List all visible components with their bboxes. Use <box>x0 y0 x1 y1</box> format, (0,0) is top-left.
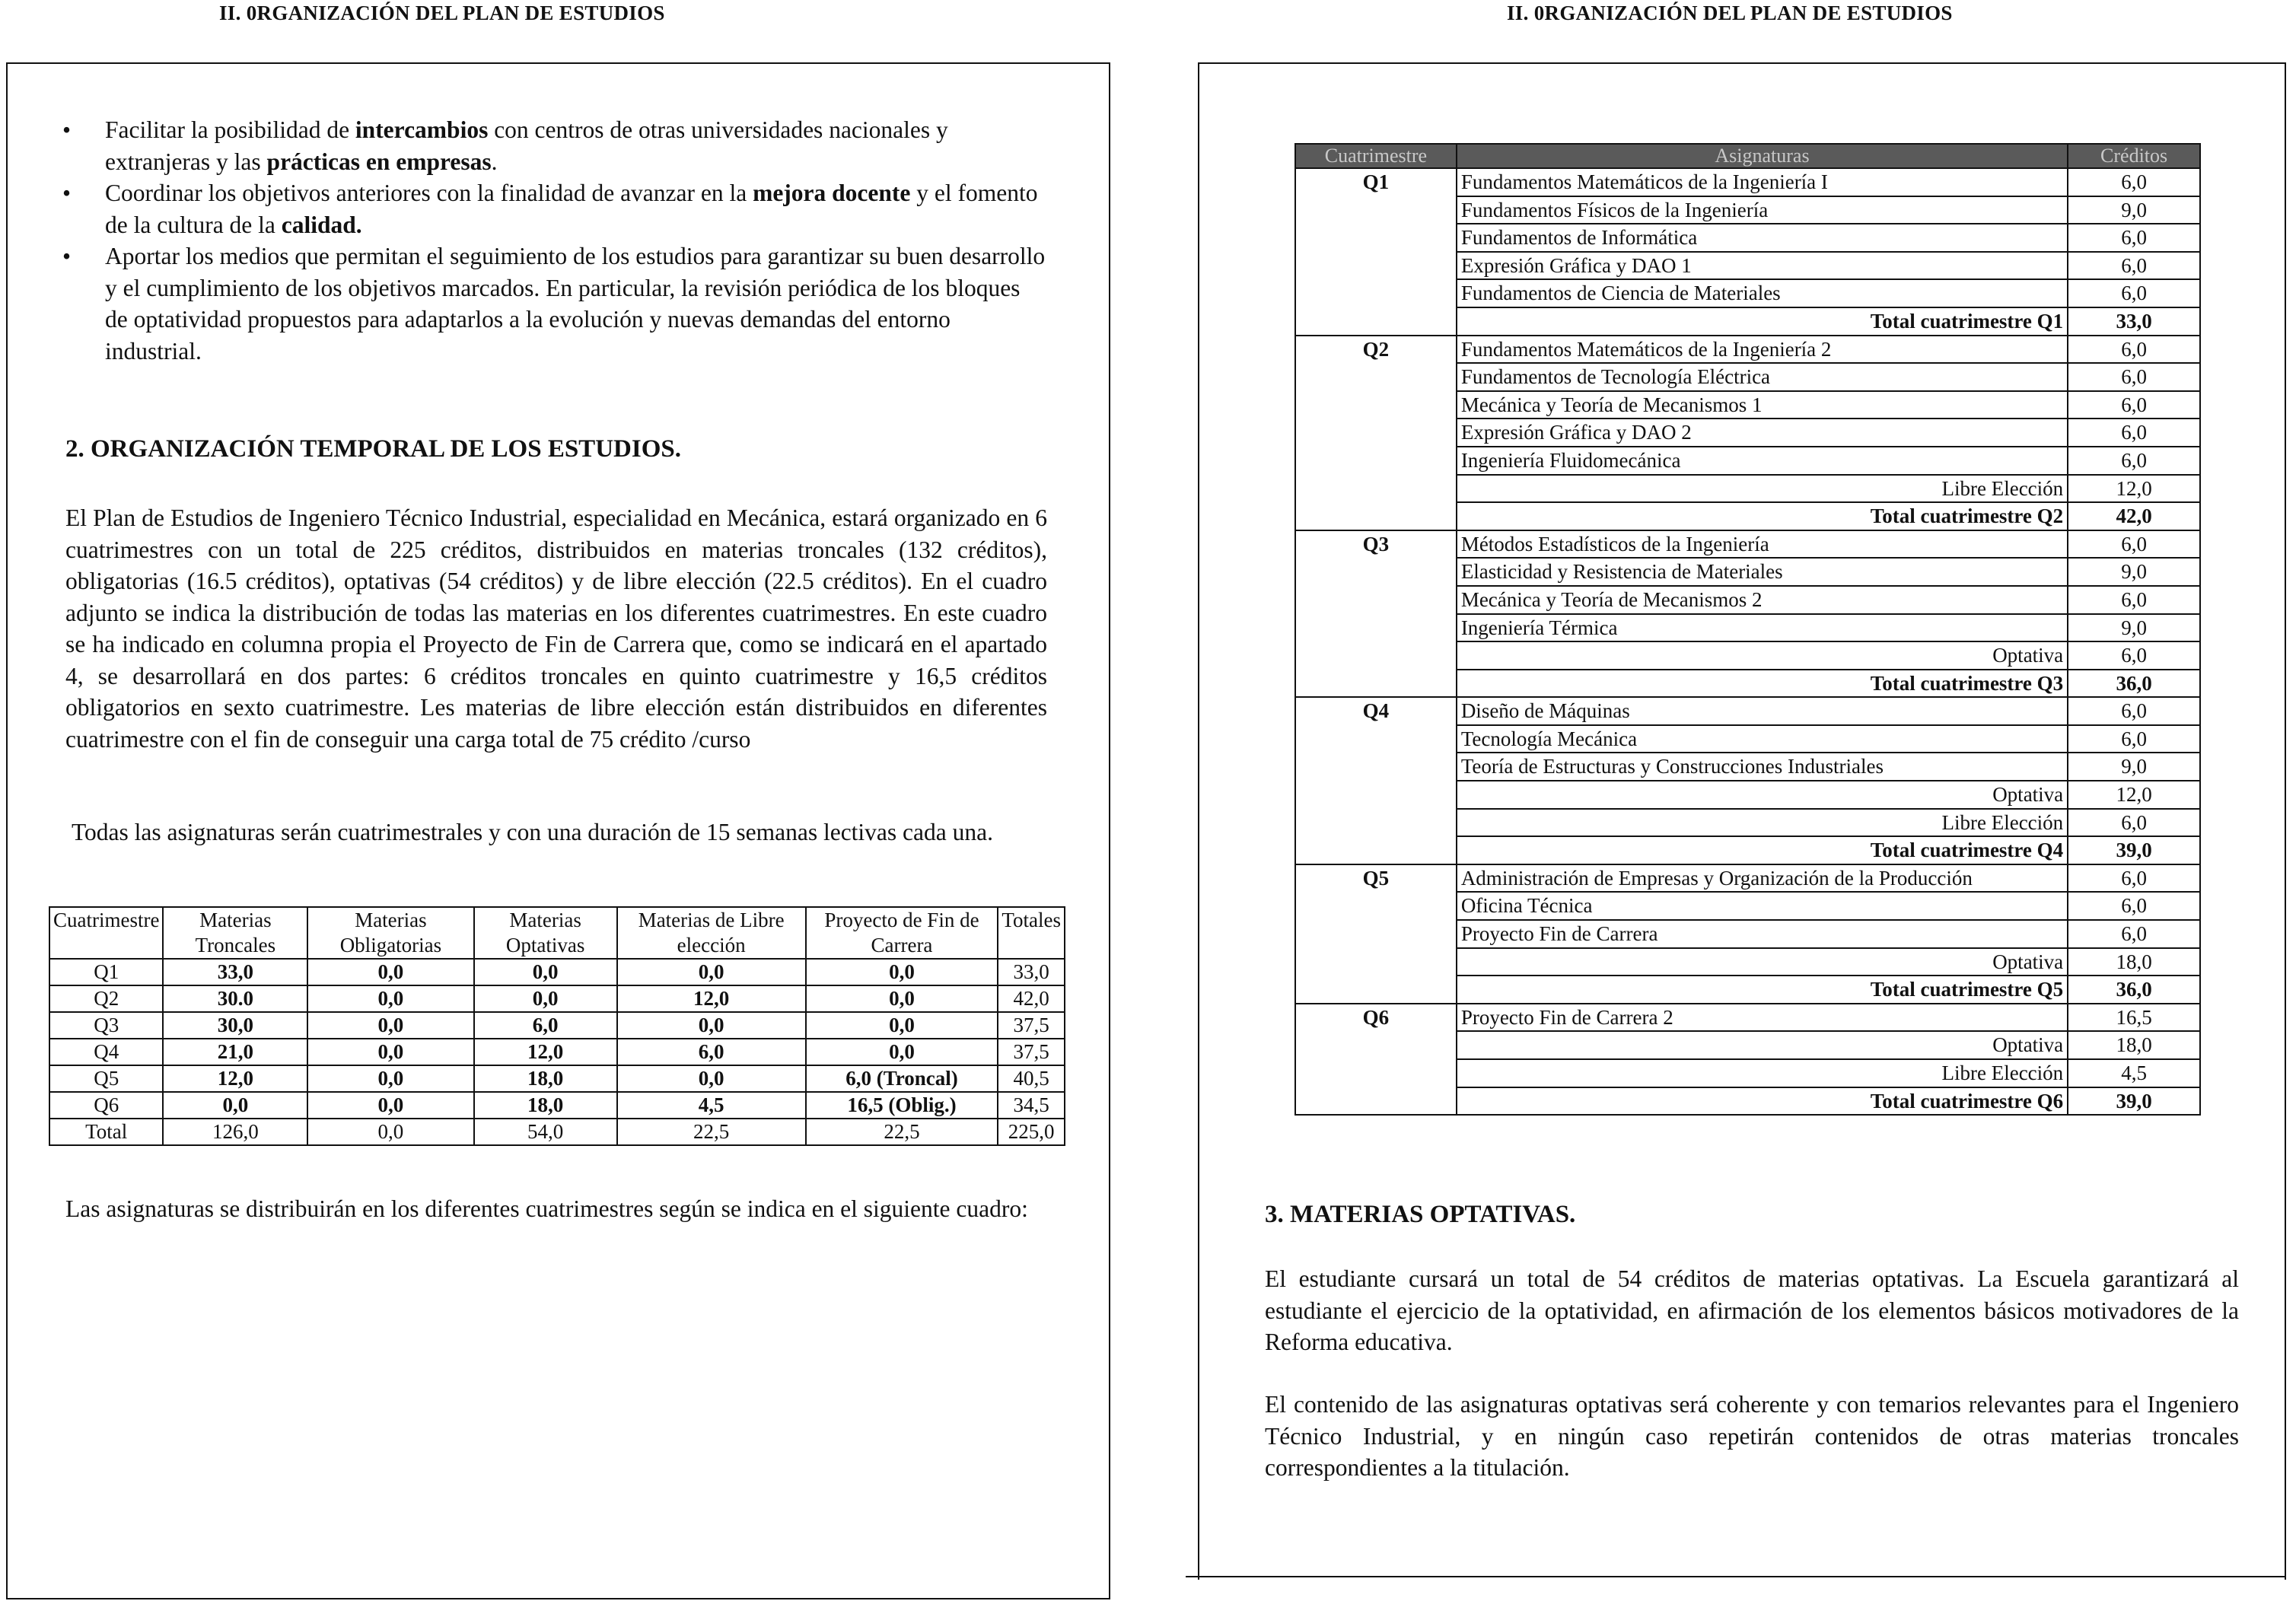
course-credits: 18,0 <box>2068 948 2200 976</box>
term-total-label: Total cuatrimestre Q6 <box>1457 1087 2068 1116</box>
summary-cell: Q6 <box>49 1092 163 1119</box>
summary-header-cell: Proyecto de Fin de Carrera <box>806 907 998 959</box>
course-credits: 12,0 <box>2068 781 2200 809</box>
objective-bullet <box>56 240 1046 367</box>
section-2-title: 2. ORGANIZACIÓN TEMPORAL DE LOS ESTUDIOS. <box>65 435 681 463</box>
course-name: Ingeniería Térmica <box>1457 614 2068 642</box>
summary-cell: Q5 <box>49 1065 163 1092</box>
summary-cell: 0,0 <box>307 1039 473 1065</box>
summary-cell: Q4 <box>49 1039 163 1065</box>
right-page-bottom-rule <box>1186 1576 2286 1577</box>
summary-header-cell: Materias Troncales <box>163 907 307 959</box>
course-name: Libre Elección <box>1457 809 2068 837</box>
section-2-paragraph-3: Las asignaturas se distribuirán en los diferentes cuatrimestres según se indica en el siguiente cuadro: <box>65 1195 1028 1222</box>
course-credits: 6,0 <box>2068 391 2200 419</box>
summary-cell: Q2 <box>49 985 163 1012</box>
summary-header-cell: Cuatrimestre <box>49 907 163 959</box>
summary-cell: 0,0 <box>163 1092 307 1119</box>
summary-cell: 12,0 <box>163 1065 307 1092</box>
term-total-label: Total cuatrimestre Q3 <box>1457 670 2068 698</box>
summary-total-cell: 225,0 <box>998 1119 1065 1145</box>
objective-bullet-text: Aportar los medios que permitan el seguimiento de los estudios para garantizar su buen desarrollo y el cumplimiento de los objetivos marcados. En particular, la revisión periódica de los bloques de optatividad propuestos para adaptarlos a la evolución y nuevas demandas del entorno industrial. <box>105 243 1046 364</box>
course-row <box>1295 864 2200 893</box>
summary-cell: 30.0 <box>163 985 307 1012</box>
term-label: Q5 <box>1295 864 1457 1004</box>
course-row <box>1295 1004 2200 1032</box>
course-credits: 6,0 <box>2068 725 2200 753</box>
objective-bullet-text: y el fomento de la cultura de la <box>105 180 1038 238</box>
summary-cell: 33,0 <box>163 959 307 985</box>
course-name: Mecánica y Teoría de Mecanismos 2 <box>1457 586 2068 614</box>
term-label: Q4 <box>1295 697 1457 864</box>
section-3-title: 3. MATERIAS OPTATIVAS. <box>1265 1201 1576 1228</box>
course-credits: 6,0 <box>2068 697 2200 725</box>
summary-total-cell: Total <box>49 1119 163 1145</box>
summary-table-row <box>49 959 1065 985</box>
course-name: Optativa <box>1457 641 2068 670</box>
course-credits: 6,0 <box>2068 920 2200 948</box>
course-name: Fundamentos Matemáticos de la Ingeniería I <box>1457 168 2068 196</box>
objective-bullet <box>56 177 1046 240</box>
course-name: Tecnología Mecánica <box>1457 725 2068 753</box>
summary-cell: 0,0 <box>307 985 473 1012</box>
summary-cell: 21,0 <box>163 1039 307 1065</box>
bullet-dot-icon: • <box>62 180 72 206</box>
section-3-paragraph-2: El contenido de las asignaturas optativas será coherente y con temarios relevantes para el Ingeniero Técnico Industrial, y en ningún caso repetirán contenidos de otras materias troncales correspondientes a la titulación. <box>1265 1391 2239 1481</box>
summary-cell: 0,0 <box>617 1065 806 1092</box>
course-name: Libre Elección <box>1457 1059 2068 1087</box>
credits-summary-table <box>49 906 1065 1146</box>
objective-bullet-emphasis: intercambios <box>355 116 489 143</box>
objective-bullet-text: Facilitar la posibilidad de <box>105 116 355 143</box>
summary-total-cell: 54,0 <box>474 1119 617 1145</box>
term-total-label: Total cuatrimestre Q4 <box>1457 836 2068 864</box>
summary-cell: 30,0 <box>163 1012 307 1039</box>
summary-cell: 6,0 <box>474 1012 617 1039</box>
course-credits: 6,0 <box>2068 279 2200 307</box>
term-total-label: Total cuatrimestre Q5 <box>1457 976 2068 1004</box>
term-label: Q1 <box>1295 168 1457 336</box>
objective-bullet-emphasis: prácticas en empresas <box>266 148 492 175</box>
course-credits: 18,0 <box>2068 1031 2200 1059</box>
section-2-paragraph-1: El Plan de Estudios de Ingeniero Técnico Industrial, especialidad en Mecánica, estará organizado en 6 cuatrimestres con un total de 225 créditos, distribuidos en materias troncales (132 créditos), obligatorias (16.5 créditos), optativas (54 créditos) y de libre elección (22.5 créditos). En el cuadro adjunto se indica la distribución de todas las materias en los diferentes cuatrimestres. En este cuadro se ha indicado en columna propia el Proyecto de Fin de Carrera que, como se indicará en el apartado 4, se desarrollará en dos partes: 6 créditos troncales en quinto cuatrimestre y 16,5 créditos obligatorios en sexto cuatrimestre. Les materias de libre elección están distribuidos en diferentes cuatrimestre con el fin de conseguir una carga total de 75 crédito /curso <box>65 504 1047 753</box>
summary-cell: 16,5 (Oblig.) <box>806 1092 998 1119</box>
course-credits: 6,0 <box>2068 363 2200 391</box>
objective-bullet <box>56 114 1046 177</box>
course-name: Optativa <box>1457 781 2068 809</box>
course-header-cell: Asignaturas <box>1457 144 2068 168</box>
course-name: Optativa <box>1457 1031 2068 1059</box>
summary-table-row <box>49 985 1065 1012</box>
summary-cell: 34,5 <box>998 1092 1065 1119</box>
summary-cell: 37,5 <box>998 1012 1065 1039</box>
bullet-dot-icon: • <box>62 243 72 269</box>
summary-cell: 0,0 <box>474 985 617 1012</box>
bullet-dot-icon: • <box>62 116 72 143</box>
term-label: Q6 <box>1295 1004 1457 1115</box>
objectives-list <box>56 114 1046 367</box>
summary-cell: Q3 <box>49 1012 163 1039</box>
summary-cell: 18,0 <box>474 1065 617 1092</box>
summary-cell: 4,5 <box>617 1092 806 1119</box>
course-credits: 39,0 <box>2068 1087 2200 1116</box>
course-name: Expresión Gráfica y DAO 1 <box>1457 252 2068 280</box>
summary-cell: 6,0 (Troncal) <box>806 1065 998 1092</box>
section-3-paragraph-1: El estudiante cursará un total de 54 créditos de materias optativas. La Escuela garantizará al estudiante el ejercicio de la optatividad, en afirmación de los elementos básicos motivadores de la Reforma educativa. <box>1265 1265 2239 1355</box>
summary-header-cell: Materias Obligatorias <box>307 907 473 959</box>
course-table-header-row <box>1295 144 2200 168</box>
course-name: Optativa <box>1457 948 2068 976</box>
course-credits: 36,0 <box>2068 670 2200 698</box>
course-credits: 6,0 <box>2068 447 2200 475</box>
summary-header-cell: Materias Optativas <box>474 907 617 959</box>
course-name: Mecánica y Teoría de Mecanismos 1 <box>1457 391 2068 419</box>
course-credits: 9,0 <box>2068 753 2200 781</box>
course-name: Teoría de Estructuras y Construcciones Industriales <box>1457 753 2068 781</box>
course-name: Ingeniería Fluidomecánica <box>1457 447 2068 475</box>
summary-table-row <box>49 1039 1065 1065</box>
course-credits: 6,0 <box>2068 892 2200 920</box>
course-row <box>1295 697 2200 725</box>
course-credits: 33,0 <box>2068 307 2200 336</box>
objective-bullet-emphasis: mejora docente <box>753 180 911 206</box>
objective-bullet-emphasis: calidad. <box>281 211 362 238</box>
course-name: Fundamentos de Ciencia de Materiales <box>1457 279 2068 307</box>
summary-cell: 0,0 <box>307 1065 473 1092</box>
summary-cell: 0,0 <box>617 1012 806 1039</box>
course-name: Fundamentos Matemáticos de la Ingeniería 2 <box>1457 336 2068 364</box>
term-total-label: Total cuatrimestre Q1 <box>1457 307 2068 336</box>
term-label: Q2 <box>1295 336 1457 530</box>
summary-total-cell: 126,0 <box>163 1119 307 1145</box>
course-credits: 6,0 <box>2068 224 2200 252</box>
course-name: Fundamentos de Informática <box>1457 224 2068 252</box>
course-credits: 36,0 <box>2068 976 2200 1004</box>
summary-table-header-row <box>49 907 1065 959</box>
course-name: Diseño de Máquinas <box>1457 697 2068 725</box>
summary-cell: 12,0 <box>617 985 806 1012</box>
course-credits: 6,0 <box>2068 336 2200 364</box>
summary-cell: 0,0 <box>806 959 998 985</box>
course-name: Proyecto Fin de Carrera 2 <box>1457 1004 2068 1032</box>
summary-cell: 0,0 <box>307 959 473 985</box>
courses-by-term-table <box>1294 143 2201 1116</box>
summary-cell: 33,0 <box>998 959 1065 985</box>
summary-total-cell: 0,0 <box>307 1119 473 1145</box>
course-credits: 9,0 <box>2068 196 2200 224</box>
course-credits: 6,0 <box>2068 586 2200 614</box>
summary-cell: 40,5 <box>998 1065 1065 1092</box>
summary-table-row <box>49 1092 1065 1119</box>
course-credits: 9,0 <box>2068 558 2200 586</box>
objective-bullet-text: . <box>491 148 498 175</box>
course-credits: 6,0 <box>2068 419 2200 447</box>
summary-cell: 42,0 <box>998 985 1065 1012</box>
summary-header-cell: Totales <box>998 907 1065 959</box>
course-row <box>1295 530 2200 559</box>
summary-table-row <box>49 1012 1065 1039</box>
left-page-header: II. 0RGANIZACIÓN DEL PLAN DE ESTUDIOS <box>219 2 665 24</box>
course-credits: 4,5 <box>2068 1059 2200 1087</box>
course-credits: 6,0 <box>2068 530 2200 559</box>
course-name: Fundamentos de Tecnología Eléctrica <box>1457 363 2068 391</box>
course-name: Oficina Técnica <box>1457 892 2068 920</box>
course-credits: 6,0 <box>2068 252 2200 280</box>
course-credits: 39,0 <box>2068 836 2200 864</box>
course-name: Métodos Estadísticos de la Ingeniería <box>1457 530 2068 559</box>
summary-cell: 0,0 <box>806 985 998 1012</box>
summary-cell: 0,0 <box>806 1012 998 1039</box>
course-name: Expresión Gráfica y DAO 2 <box>1457 419 2068 447</box>
course-name: Proyecto Fin de Carrera <box>1457 920 2068 948</box>
section-2-paragraph-2: Todas las asignaturas serán cuatrimestrales y con una duración de 15 semanas lectivas cada una. <box>72 819 993 845</box>
course-name: Elasticidad y Resistencia de Materiales <box>1457 558 2068 586</box>
course-name: Fundamentos Físicos de la Ingeniería <box>1457 196 2068 224</box>
summary-cell: 0,0 <box>806 1039 998 1065</box>
course-row <box>1295 168 2200 196</box>
course-header-cell: Cuatrimestre <box>1295 144 1457 168</box>
summary-table-total-row <box>49 1119 1065 1145</box>
summary-cell: 18,0 <box>474 1092 617 1119</box>
course-name: Administración de Empresas y Organización de la Producción <box>1457 864 2068 893</box>
summary-total-cell: 22,5 <box>617 1119 806 1145</box>
course-credits: 6,0 <box>2068 864 2200 893</box>
course-credits: 42,0 <box>2068 502 2200 530</box>
summary-cell: 12,0 <box>474 1039 617 1065</box>
right-page-header: II. 0RGANIZACIÓN DEL PLAN DE ESTUDIOS <box>1507 2 1953 24</box>
course-header-cell: Créditos <box>2068 144 2200 168</box>
course-credits: 16,5 <box>2068 1004 2200 1032</box>
summary-cell: 37,5 <box>998 1039 1065 1065</box>
summary-cell: 6,0 <box>617 1039 806 1065</box>
term-total-label: Total cuatrimestre Q2 <box>1457 502 2068 530</box>
summary-cell: 0,0 <box>307 1092 473 1119</box>
summary-header-cell: Materias de Libre elección <box>617 907 806 959</box>
summary-total-cell: 22,5 <box>806 1119 998 1145</box>
summary-cell: 0,0 <box>474 959 617 985</box>
summary-cell: Q1 <box>49 959 163 985</box>
course-credits: 6,0 <box>2068 168 2200 196</box>
objective-bullet-text: con centros de otras universidades nacionales y extranjeras y las <box>105 116 948 175</box>
summary-table-row <box>49 1065 1065 1092</box>
course-credits: 12,0 <box>2068 475 2200 503</box>
course-credits: 6,0 <box>2068 809 2200 837</box>
course-credits: 9,0 <box>2068 614 2200 642</box>
course-name: Libre Elección <box>1457 475 2068 503</box>
course-credits: 6,0 <box>2068 641 2200 670</box>
course-row <box>1295 336 2200 364</box>
term-label: Q3 <box>1295 530 1457 698</box>
objective-bullet-text: Coordinar los objetivos anteriores con la finalidad de avanzar en la <box>105 180 753 206</box>
summary-cell: 0,0 <box>307 1012 473 1039</box>
summary-cell: 0,0 <box>617 959 806 985</box>
